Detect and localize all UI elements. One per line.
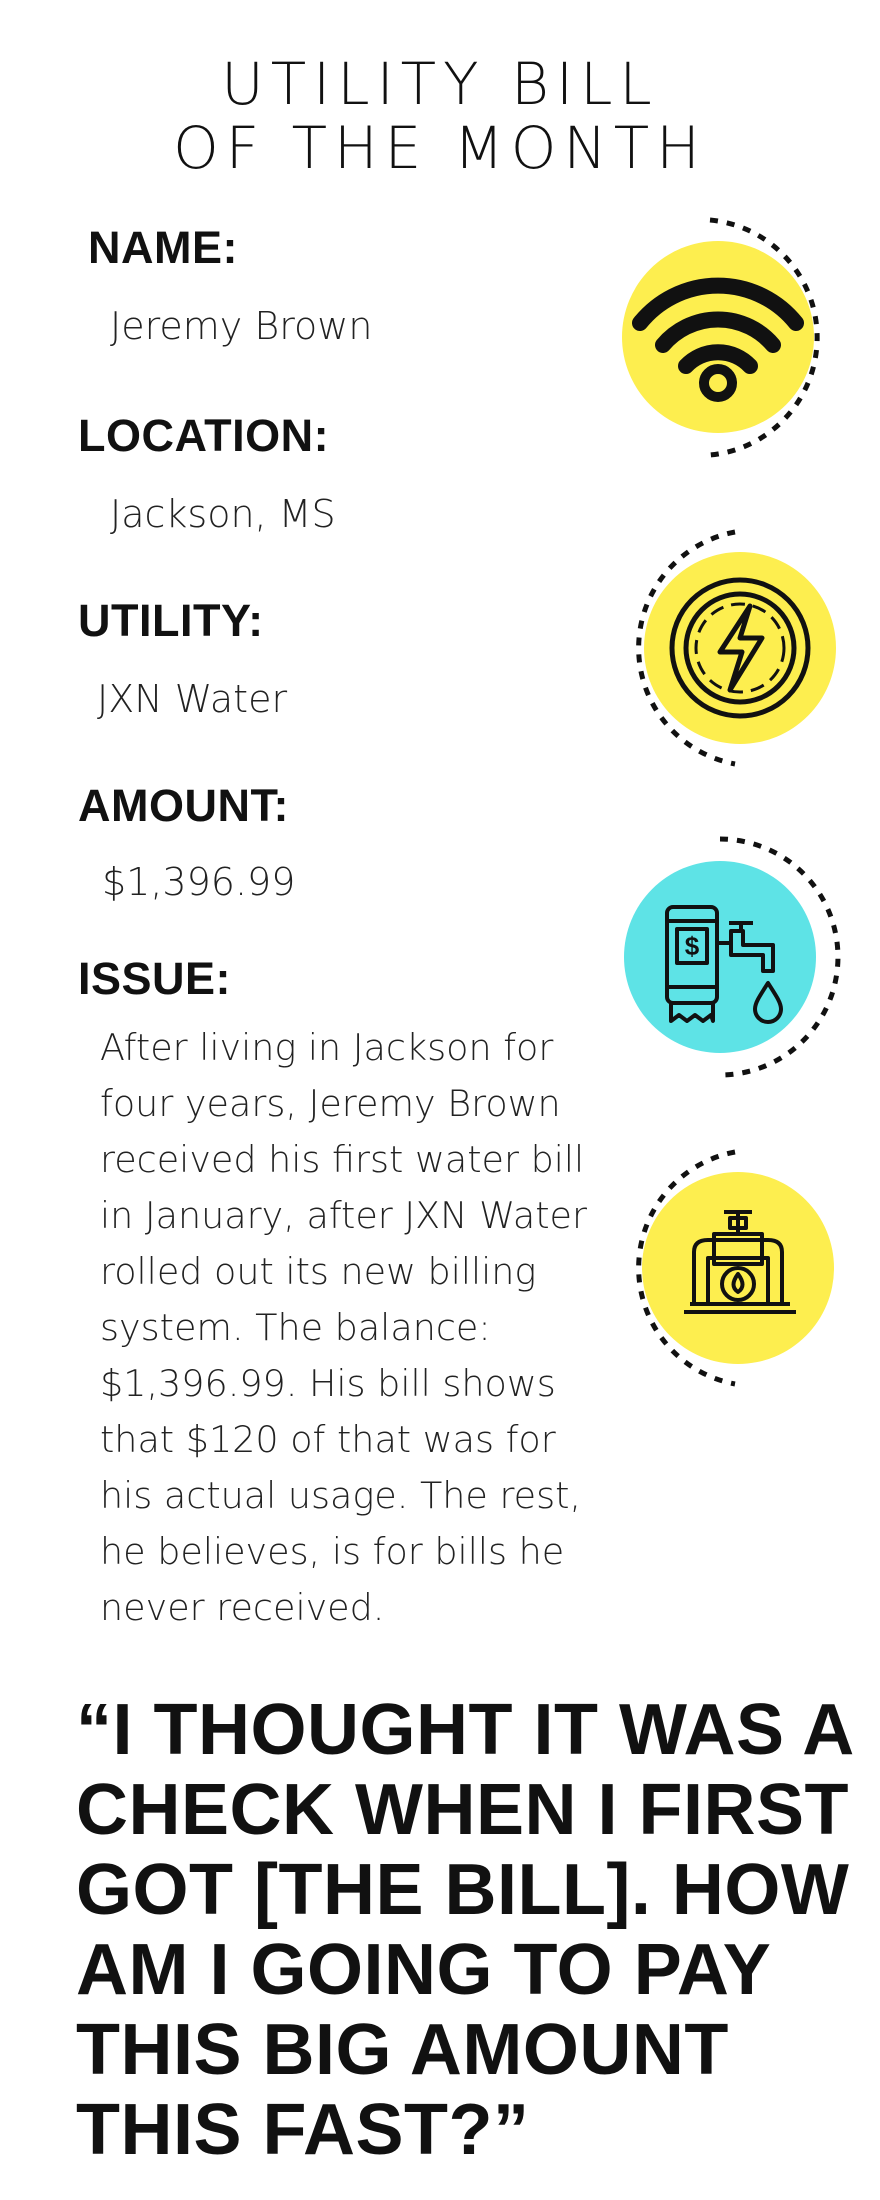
issue-text: After living in Jackson for four years, Jeremy Brown received his first water bill in January, after JXN Water rolled out its new billing system. The balance: $1,396.99. His bill shows that $120 of that was for his actual usage. The rest, he believes, is for bills he never received. bbox=[100, 1026, 587, 1629]
title-line-1: UTILITY BILL bbox=[221, 50, 659, 118]
page-title bbox=[0, 52, 880, 180]
dollar-glyph: $ bbox=[684, 931, 700, 961]
amount-value: $1,396.99 bbox=[102, 860, 296, 904]
name-value: Jeremy Brown bbox=[110, 304, 373, 348]
wifi-badge-circle bbox=[622, 241, 814, 433]
utility-value: JXN Water bbox=[97, 677, 288, 721]
location-value: Jackson, MS bbox=[110, 492, 336, 536]
location-label: LOCATION: bbox=[78, 410, 330, 461]
electricity-badge bbox=[600, 518, 860, 778]
utility-label: UTILITY: bbox=[78, 595, 264, 646]
wifi-badge bbox=[600, 205, 860, 465]
gas-pipe-badge bbox=[600, 1140, 860, 1400]
name-label: NAME: bbox=[88, 222, 238, 273]
water-bill-badge-circle bbox=[624, 861, 816, 1053]
issue-label: ISSUE: bbox=[78, 953, 232, 1004]
title-line-2: OF THE MONTH bbox=[173, 114, 707, 182]
water-bill-badge bbox=[605, 825, 865, 1085]
amount-label: AMOUNT: bbox=[78, 780, 289, 831]
pull-quote: “I THOUGHT IT WAS A CHECK WHEN I FIRST GOT [THE BILL]. HOW AM I GOING TO PAY THIS BIG AMOUNT THIS FAST?” bbox=[76, 1690, 853, 2170]
